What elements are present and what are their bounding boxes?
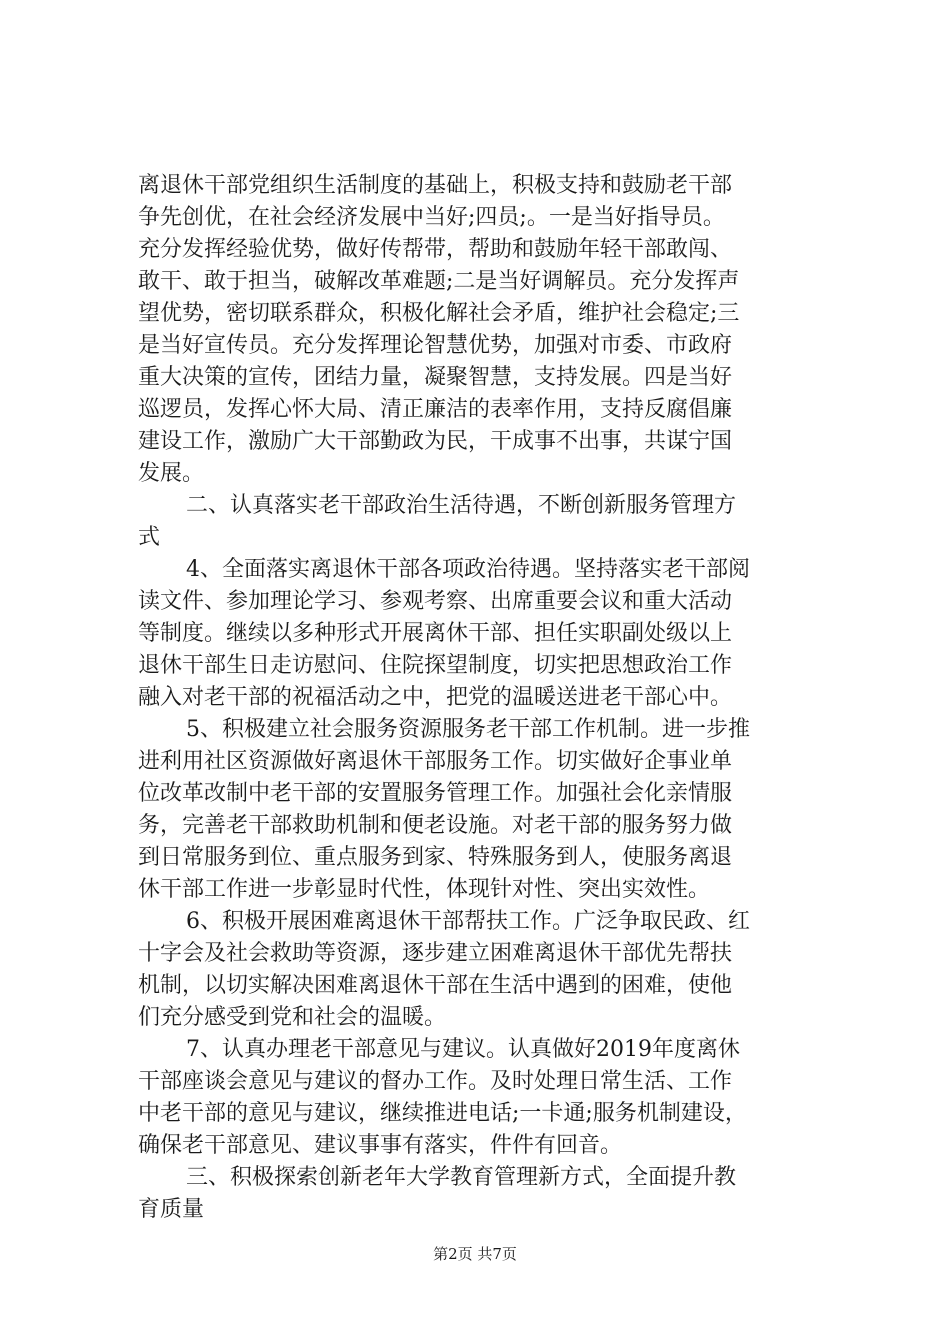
text-line: 离退休干部党组织生活制度的基础上，积极支持和鼓励老干部 xyxy=(138,173,733,198)
text-line: 望优势，密切联系群众，积极化解社会矛盾，维护社会稳定;三 xyxy=(138,301,740,326)
page-footer: 第2页 共7页 xyxy=(433,1245,517,1263)
text-line: 确保老干部意见、建议事事有落实，件件有回音。 xyxy=(138,1133,623,1158)
section-heading-line: 式 xyxy=(138,525,161,550)
section-heading-line: 育质量 xyxy=(138,1197,205,1222)
paragraph-start-line: 7、认真办理老干部意见与建议。认真做好2019年度离休 xyxy=(186,1037,740,1062)
text-line: 休干部工作进一步彰显时代性，体现针对性、突出实效性。 xyxy=(138,877,711,902)
text-line: 巡逻员，发挥心怀大局、清正廉洁的表率作用，支持反腐倡廉 xyxy=(138,397,733,422)
text-line: 敢干、敢于担当，破解改革难题;二是当好调解员。充分发挥声 xyxy=(138,269,740,294)
section-heading-line: 二、认真落实老干部政治生活待遇，不断创新服务管理方 xyxy=(186,493,737,518)
text-line: 读文件、参加理论学习、参观考察、出席重要会议和重大活动 xyxy=(138,589,733,614)
text-line: 争先创优，在社会经济发展中当好;四员;。一是当好指导员。 xyxy=(138,205,725,230)
text-line: 中老干部的意见与建议，继续推进电话;一卡通;服务机制建设， xyxy=(138,1101,747,1126)
text-line: 退休干部生日走访慰问、住院探望制度，切实把思想政治工作 xyxy=(138,653,733,678)
section-heading-line: 三、积极探索创新老年大学教育管理新方式，全面提升教 xyxy=(186,1165,737,1190)
document-body xyxy=(138,170,838,1226)
paragraph-start-line: 4、全面落实离退休干部各项政治待遇。坚持落实老干部阅 xyxy=(186,557,750,582)
text-line: 位改革改制中老干部的安置服务管理工作。加强社会化亲情服 xyxy=(138,781,733,806)
text-line: 务，完善老干部救助机制和便老设施。对老干部的服务努力做 xyxy=(138,813,733,838)
text-line: 到日常服务到位、重点服务到家、特殊服务到人，使服务离退 xyxy=(138,845,733,870)
text-line: 机制，以切实解决困难离退休干部在生活中遇到的困难，使他 xyxy=(138,973,733,998)
text-line: 充分发挥经验优势，做好传帮带，帮助和鼓励年轻干部敢闯、 xyxy=(138,237,733,262)
text-line: 等制度。继续以多种形式开展离休干部、担任实职副处级以上 xyxy=(138,621,733,646)
text-line: 干部座谈会意见与建议的督办工作。及时处理日常生活、工作 xyxy=(138,1069,733,1094)
text-line: 发展。 xyxy=(138,461,205,486)
text-line: 重大决策的宣传，团结力量，凝聚智慧，支持发展。四是当好 xyxy=(138,365,733,390)
text-line: 是当好宣传员。充分发挥理论智慧优势，加强对市委、市政府 xyxy=(138,333,733,358)
text-line: 建设工作，激励广大干部勤政为民，干成事不出事，共谋宁国 xyxy=(138,429,733,454)
text-line: 融入对老干部的祝福活动之中，把党的温暖送进老干部心中。 xyxy=(138,685,733,710)
text-line: 进利用社区资源做好离退休干部服务工作。切实做好企事业单 xyxy=(138,749,733,774)
text-line: 十字会及社会救助等资源，逐步建立困难离退休干部优先帮扶 xyxy=(138,941,733,966)
text-line: 们充分感受到党和社会的温暖。 xyxy=(138,1005,447,1030)
paragraph-start-line: 6、积极开展困难离退休干部帮扶工作。广泛争取民政、红 xyxy=(186,909,750,934)
paragraph-start-line: 5、积极建立社会服务资源服务老干部工作机制。进一步推 xyxy=(186,717,750,742)
